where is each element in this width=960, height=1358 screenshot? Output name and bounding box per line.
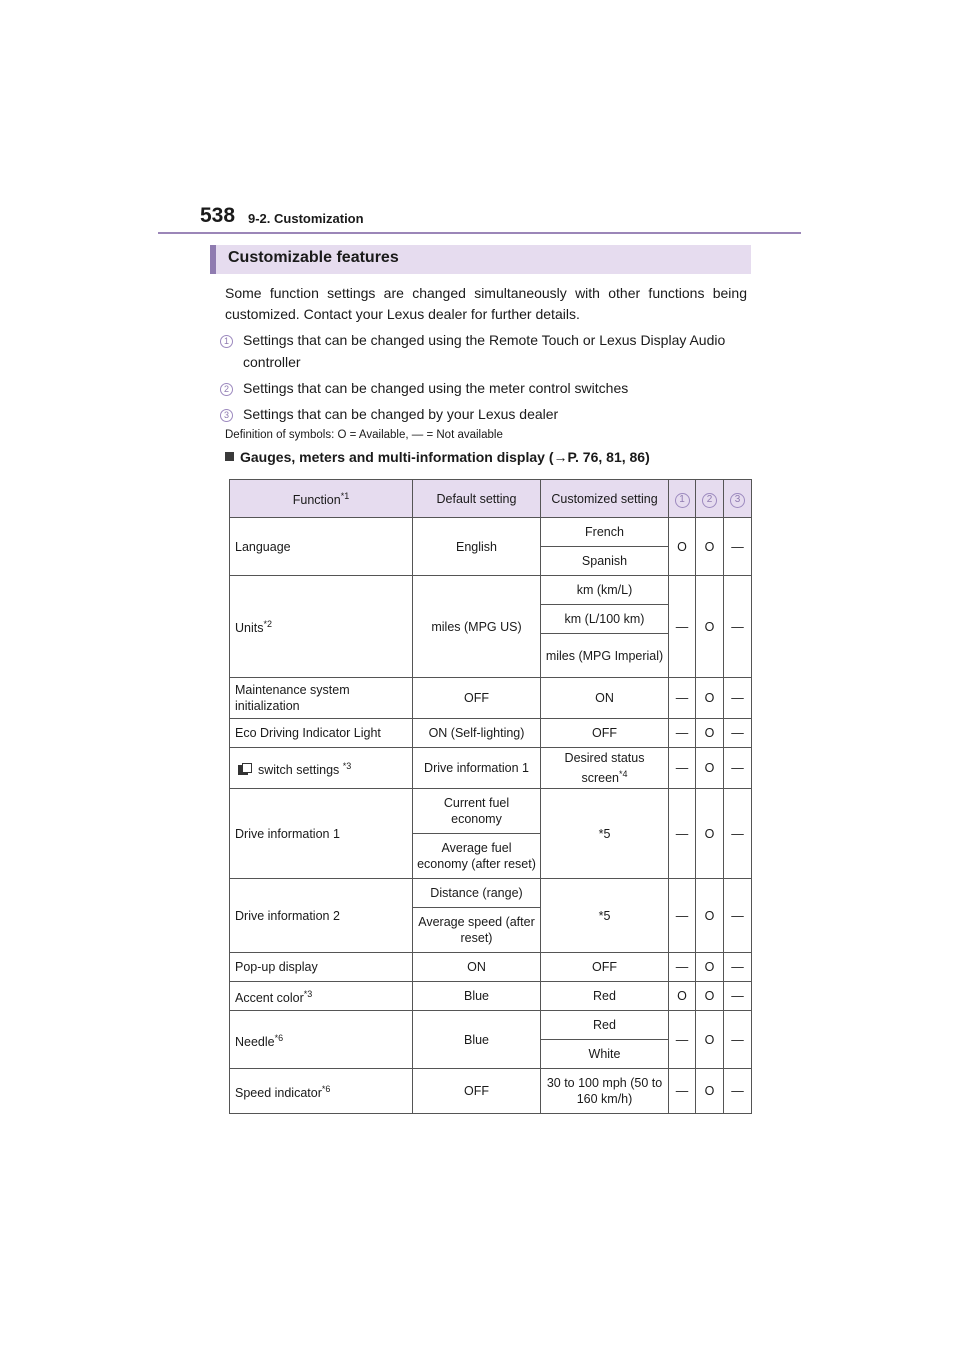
- table-row: [230, 789, 752, 834]
- col-1: 1: [669, 480, 696, 518]
- section-banner: [210, 245, 751, 274]
- cell-custom: French: [541, 518, 669, 547]
- cell-default: miles (MPG US): [413, 576, 541, 678]
- cell-avail-3: —: [724, 748, 752, 789]
- cell-function: Eco Driving Indicator Light: [230, 719, 413, 748]
- cell-avail-1: —: [669, 1069, 696, 1114]
- cell-avail-1: —: [669, 678, 696, 719]
- table-row: [230, 1011, 752, 1040]
- cell-avail-2: O: [696, 789, 724, 879]
- cell-function: Drive information 1: [230, 789, 413, 879]
- cell-custom: km (km/L): [541, 576, 669, 605]
- table-header-row: [230, 480, 752, 518]
- cell-default: ON: [413, 953, 541, 982]
- cell-avail-2: O: [696, 518, 724, 576]
- cell-custom: km (L/100 km): [541, 605, 669, 634]
- section-title: 9-2. Customization: [248, 211, 364, 226]
- cell-default: OFF: [413, 678, 541, 719]
- table-row: [230, 1069, 752, 1114]
- cell-avail-3: —: [724, 678, 752, 719]
- cell-avail-1: —: [669, 576, 696, 678]
- cell-default: Current fuel economy: [413, 789, 541, 834]
- legend-mark-2: 2: [220, 383, 233, 396]
- cell-avail-1: —: [669, 879, 696, 953]
- col-2: 2: [696, 480, 724, 518]
- cell-avail-3: —: [724, 1069, 752, 1114]
- legend-mark-1: 1: [220, 335, 233, 348]
- cell-custom: Desired status screen$^{*4}$: [541, 748, 669, 789]
- cell-avail-1: —: [669, 1011, 696, 1069]
- table-row: [230, 748, 752, 789]
- cell-custom: Red: [541, 982, 669, 1011]
- legend-mark-3: 3: [220, 409, 233, 422]
- cell-default: Blue: [413, 982, 541, 1011]
- cell-avail-1: —: [669, 719, 696, 748]
- table-row: [230, 518, 752, 547]
- cell-default: Average speed (after reset): [413, 908, 541, 953]
- cell-avail-2: O: [696, 879, 724, 953]
- cell-custom: ON: [541, 678, 669, 719]
- cell-function: switch settings $^{*3}$: [230, 748, 413, 789]
- cell-avail-1: O: [669, 982, 696, 1011]
- cell-custom: OFF: [541, 953, 669, 982]
- page-number: 538: [200, 204, 236, 227]
- cell-default: English: [413, 518, 541, 576]
- table-row: [230, 879, 752, 908]
- cell-function: Speed indicator$^{*6}$: [230, 1069, 413, 1114]
- legend-item-2: Settings that can be changed using the meter control switches: [243, 380, 629, 396]
- table-row: [230, 953, 752, 982]
- cell-avail-2: O: [696, 719, 724, 748]
- cell-avail-3: —: [724, 879, 752, 953]
- cell-function: Drive information 2: [230, 879, 413, 953]
- cell-avail-2: O: [696, 953, 724, 982]
- cell-custom: White: [541, 1040, 669, 1069]
- col-customized: Customized setting: [541, 480, 669, 518]
- cell-default: Average fuel economy (after reset): [413, 834, 541, 879]
- legend-item-3: Settings that can be changed by your Lexus dealer: [243, 406, 559, 422]
- cell-avail-2: O: [696, 1069, 724, 1114]
- cell-avail-2: O: [696, 678, 724, 719]
- cell-function: Needle$^{*6}$: [230, 1011, 413, 1069]
- cell-avail-2: O: [696, 982, 724, 1011]
- cell-avail-1: O: [669, 518, 696, 576]
- cell-function: Language: [230, 518, 413, 576]
- cell-custom: *5: [541, 789, 669, 879]
- header-rule: [158, 232, 801, 234]
- cell-avail-3: —: [724, 1011, 752, 1069]
- banner-title: Customizable features: [228, 249, 399, 266]
- square-bullet-icon: [225, 452, 234, 461]
- cell-custom: Red: [541, 1011, 669, 1040]
- cell-avail-2: O: [696, 748, 724, 789]
- cell-avail-3: —: [724, 576, 752, 678]
- cell-function: Accent color$^{*3}$: [230, 982, 413, 1011]
- cell-function: Pop-up display: [230, 953, 413, 982]
- table-row: [230, 678, 752, 719]
- cell-custom: 30 to 100 mph (50 to 160 km/h): [541, 1069, 669, 1114]
- table-row: [230, 719, 752, 748]
- cell-avail-3: —: [724, 982, 752, 1011]
- cell-avail-2: O: [696, 1011, 724, 1069]
- subheading-text: Gauges, meters and multi-information display (→P. 76, 81, 86): [240, 449, 650, 465]
- cell-function: Units$^{*2}$: [230, 576, 413, 678]
- cell-function: Maintenance system initialization: [230, 678, 413, 719]
- subheading: [225, 449, 650, 465]
- cell-custom: *5: [541, 879, 669, 953]
- cell-avail-3: —: [724, 518, 752, 576]
- cell-avail-1: —: [669, 748, 696, 789]
- cell-custom: miles (MPG Imperial): [541, 634, 669, 678]
- table-row: [230, 982, 752, 1011]
- table-row: [230, 576, 752, 605]
- intro-paragraph: Some function settings are changed simultaneously with other functions being customized. Contact your Lexus dealer for further details.: [225, 285, 747, 322]
- cell-default: Distance (range): [413, 879, 541, 908]
- col-3: 3: [724, 480, 752, 518]
- cell-custom: OFF: [541, 719, 669, 748]
- cell-avail-2: O: [696, 576, 724, 678]
- cell-default: Drive information 1: [413, 748, 541, 789]
- cell-custom: Spanish: [541, 547, 669, 576]
- cell-avail-3: —: [724, 789, 752, 879]
- cell-default: OFF: [413, 1069, 541, 1114]
- customization-table: [229, 479, 752, 1114]
- col-function: Function$^{*1}$: [230, 480, 413, 518]
- cell-avail-1: —: [669, 953, 696, 982]
- cell-avail-3: —: [724, 719, 752, 748]
- col-default: Default setting: [413, 480, 541, 518]
- legend-item-1: Settings that can be changed using the Remote Touch or Lexus Display Audio controller: [243, 332, 726, 370]
- cell-default: ON (Self-lighting): [413, 719, 541, 748]
- cell-avail-3: —: [724, 953, 752, 982]
- cell-avail-1: —: [669, 789, 696, 879]
- display-switch-icon: [238, 763, 252, 775]
- cell-default: Blue: [413, 1011, 541, 1069]
- symbol-definitions: Definition of symbols: O = Available, — = Not available: [225, 429, 503, 441]
